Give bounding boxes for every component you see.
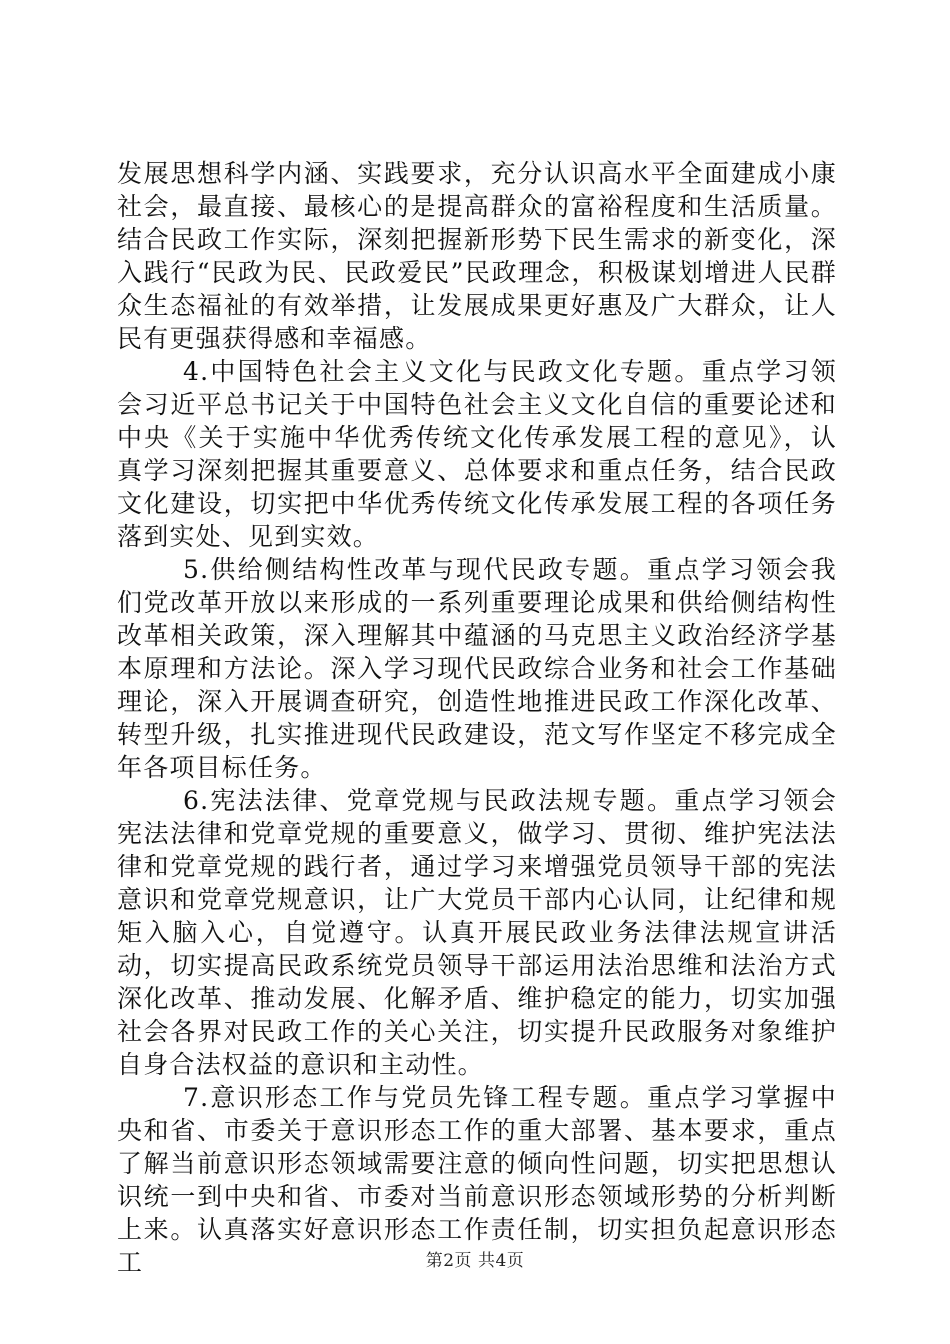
page-number-footer: 第2页 共4页 [425, 1251, 525, 1271]
paragraph-intro-continued: 发展思想科学内涵、实践要求，充分认识高水平全面建成小康社会，最直接、最核心的是提高群众的富裕程度和生活质量。结合民政工作实际，深刻把握新形势下民生需求的新变化，深入践行“民政为民、民政爱民”民政理念，积极谋划增进人民群众生态福祉的有效举措，让发展成果更好惠及广大群众，让人民有更强获得感和幸福感。 [117, 159, 837, 353]
paragraph-topic-5: 5.供给侧结构性改革与现代民政专题。重点学习领会我们党改革开放以来形成的一系列重要理论成果和供给侧结构性改革相关政策，深入理解其中蕴涵的马克思主义政治经济学基本原理和方法论。深入学习现代民政综合业务和社会工作基础理论，深入开展调查研究，创造性地推进民政工作深化改革、转型升级，扎实推进现代民政建设，范文写作坚定不移完成全年各项目标任务。 [117, 555, 837, 782]
paragraph-topic-6: 6.宪法法律、党章党规与民政法规专题。重点学习领会宪法法律和党章党规的重要意义，做学习、贯彻、维护宪法法律和党章党规的践行者，通过学习来增强党员领导干部的宪法意识和党章党规意识，让广大党员干部内心认同，让纪律和规矩入脑入心，自觉遵守。认真开展民政业务法律法规宣讲活动，切实提高民政系统党员领导干部运用法治思维和法治方式深化改革、推动发展、化解矛盾、维护稳定的能力，切实加强社会各界对民政工作的关心关注，切实提升民政服务对象维护自身合法权益的意识和主动性。 [117, 786, 837, 1079]
paragraph-topic-4: 4.中国特色社会主义文化与民政文化专题。重点学习领会习近平总书记关于中国特色社会主义文化自信的重要论述和中央《关于实施中华优秀传统文化传承发展工程的意见》，认真学习深刻把握其重要意义、总体要求和重点任务，结合民政文化建设，切实把中华优秀传统文化传承发展工程的各项任务落到实处、见到实效。 [117, 357, 837, 551]
document-body [117, 157, 837, 1279]
paragraph-topic-7: 7.意识形态工作与党员先锋工程专题。重点学习掌握中央和省、市委关于意识形态工作的重大部署、基本要求，重点了解当前意识形态领域需要注意的倾向性问题，切实把思想认识统一到中央和省、市委对当前意识形态领域形势的分析判断上来。认真落实好意识形态工作责任制，切实担负起意识形态工 [117, 1083, 837, 1277]
